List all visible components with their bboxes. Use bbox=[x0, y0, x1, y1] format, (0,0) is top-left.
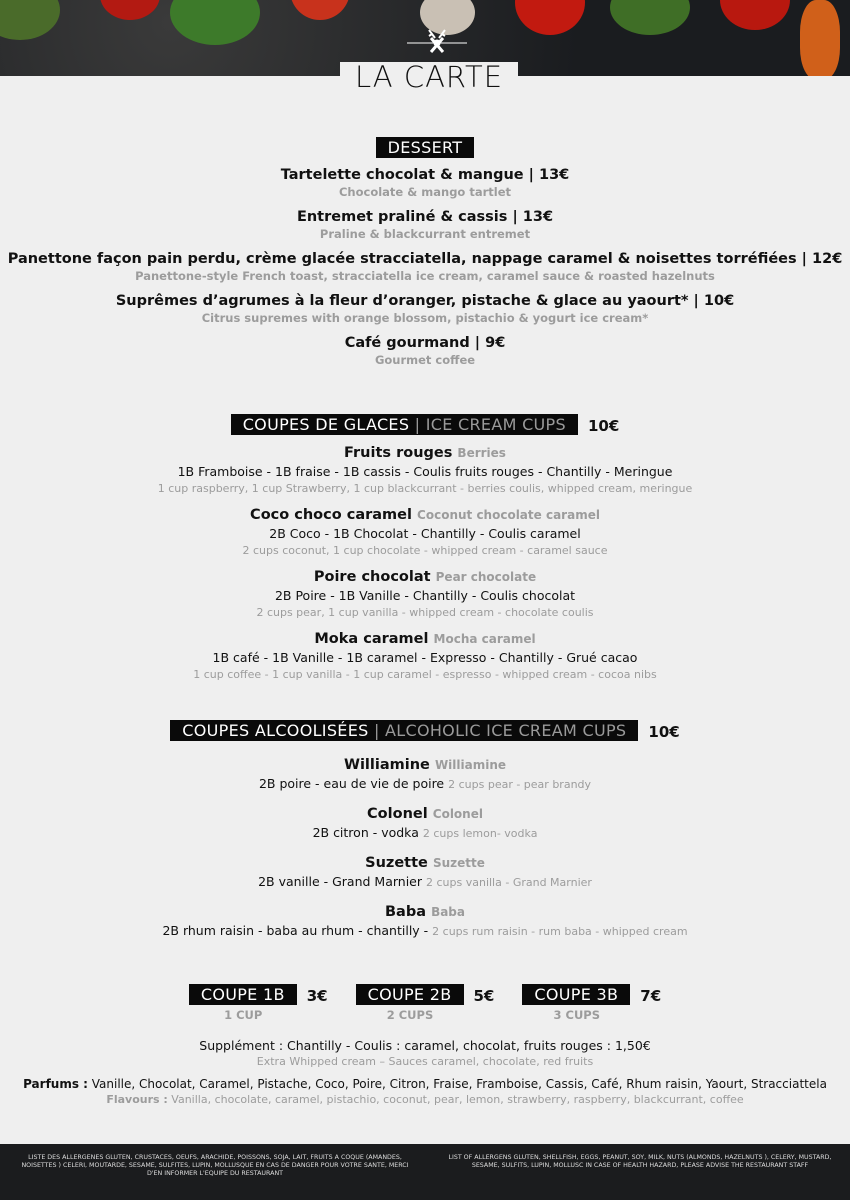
item-description: 2B Poire - 1B Vanille - Chantilly - Coulis chocolat bbox=[274, 588, 576, 603]
allergens-footer bbox=[0, 1144, 850, 1200]
item-description: 2B citron - vodka bbox=[312, 825, 419, 840]
menu-item bbox=[0, 292, 850, 326]
item-name: Colonel bbox=[367, 806, 428, 822]
item-name-en: Mocha caramel bbox=[433, 632, 536, 646]
item-description-en: 2 cups coconut, 1 cup chocolate - whipped cream - caramel sauce bbox=[242, 544, 608, 557]
item-description: 2B vanille - Grand Marnier bbox=[258, 874, 423, 889]
item-name: Suprêmes d’agrumes à la fleur d’oranger, pistache & glace au yaourt* | 10€ bbox=[115, 293, 735, 309]
section-price: 10€ bbox=[587, 416, 620, 435]
item-description-en: 2 cups pear, 1 cup vanilla - whipped cream - chocolate coulis bbox=[256, 606, 594, 619]
item-name: Baba bbox=[384, 904, 426, 920]
item-name: Coco choco caramel bbox=[250, 507, 412, 523]
item-name: Williamine bbox=[343, 757, 430, 773]
vegetable-decoration bbox=[0, 0, 60, 40]
supplement-text: Supplément : Chantilly - Coulis : caramel, chocolat, fruits rouges : 1,50€ bbox=[199, 1038, 651, 1053]
item-name-en: Berries bbox=[457, 446, 506, 460]
item-description-en: 1 cup raspberry, 1 cup Strawberry, 1 cup blackcurrant - berries coulis, whipped cream, meringue bbox=[157, 482, 693, 495]
item-name-en: Praline & blackcurrant entremet bbox=[319, 227, 531, 241]
item-name-en: Williamine bbox=[434, 758, 507, 772]
vegetable-decoration bbox=[170, 0, 260, 45]
item-name: Tartelette chocolat & mangue | 13€ bbox=[280, 167, 570, 183]
item-name: Fruits rouges bbox=[344, 445, 453, 461]
cup-size-2: COUPE 2B 5€ 2 CUPS bbox=[356, 984, 495, 1023]
cup-sizes bbox=[0, 984, 850, 1023]
item-description-en: 1 cup coffee - 1 cup vanilla - 1 cup caramel - espresso - whipped cream - cocoa nibs bbox=[193, 668, 657, 681]
item-name-en: Coconut chocolate caramel bbox=[417, 508, 600, 522]
item-name-en: Panettone-style French toast, stracciatella ice cream, caramel sauce & roasted hazelnuts bbox=[135, 269, 715, 283]
allergens-en: LIST OF ALLERGENS GLUTEN, SHELLFISH, EGGS, PEANUT, SOY, MILK, NUTS (ALMONDS, HAZELNUTS ), CELERY, MUSTARD, SESAME, SULFITS, LUPIN, MOLLUSC IN CASE OF HEALTH HAZARD, PLEASE ADVISE THE RESTAURANT STAFF bbox=[448, 1154, 832, 1169]
cup-size-3: COUPE 3B 7€ 3 CUPS bbox=[522, 984, 661, 1023]
vegetable-decoration bbox=[100, 0, 160, 20]
item-description-en: 2 cups lemon- vodka bbox=[422, 827, 538, 840]
item-name: Poire chocolat bbox=[313, 569, 431, 585]
item-description: 2B poire - eau de vie de poire bbox=[258, 776, 445, 791]
flavours-fr: Parfums : Vanille, Chocolat, Caramel, Pistache, Coco, Poire, Citron, Fraise, Framboise, Cassis, Café, Rhum raisin, Yaourt, Stracciattela bbox=[23, 1077, 827, 1091]
flavours-en: Flavours : Vanilla, chocolate, caramel, pistachio, coconut, pear, lemon, strawberry, raspberry, blackcurrant, coffee bbox=[106, 1093, 744, 1106]
item-description: 1B Framboise - 1B fraise - 1B cassis - Coulis fruits rouges - Chantilly - Meringue bbox=[177, 464, 673, 479]
item-name-en: Suzette bbox=[432, 856, 485, 870]
vegetable-decoration bbox=[610, 0, 690, 35]
stag-logo-icon bbox=[407, 26, 467, 54]
item-name: Café gourmand | 9€ bbox=[344, 335, 506, 351]
ice-cream-cups-heading: COUPES DE GLACES | ICE CREAM CUPS bbox=[231, 414, 578, 435]
menu-item bbox=[0, 208, 850, 242]
item-description-en: 2 cups vanilla - Grand Marnier bbox=[426, 876, 592, 889]
item-name-en: Baba bbox=[431, 905, 465, 919]
item-description: 2B Coco - 1B Chocolat - Chantilly - Coulis caramel bbox=[269, 526, 581, 541]
carrot-decoration bbox=[800, 0, 840, 76]
item-name: Entremet praliné & cassis | 13€ bbox=[296, 209, 554, 225]
menu-item bbox=[0, 166, 850, 200]
cup-size-1: COUPE 1B 3€ 1 CUP bbox=[189, 984, 328, 1023]
item-name-en: Colonel bbox=[432, 807, 483, 821]
alcoholic-cups-section bbox=[0, 720, 850, 952]
item-name-en: Citrus supremes with orange blossom, pistachio & yogurt ice cream* bbox=[201, 311, 649, 325]
menu-item bbox=[0, 903, 850, 941]
alcoholic-cups-heading: COUPES ALCOOLISÉES | ALCOHOLIC ICE CREAM CUPS bbox=[170, 720, 638, 741]
item-description: 2B rhum raisin - baba au rhum - chantilly - bbox=[162, 923, 429, 938]
vegetable-decoration bbox=[290, 0, 350, 20]
item-description-en: 2 cups pear - pear brandy bbox=[448, 778, 592, 791]
menu-item bbox=[0, 506, 850, 559]
extras-section bbox=[0, 1037, 850, 1106]
page-title: LA CARTE bbox=[354, 60, 504, 94]
item-description-en: 2 cups rum raisin - rum baba - whipped cream bbox=[432, 925, 688, 938]
menu-item bbox=[0, 250, 850, 284]
menu-item bbox=[0, 630, 850, 683]
menu-item bbox=[0, 756, 850, 794]
supplement-text-en: Extra Whipped cream – Sauces caramel, chocolate, red fruits bbox=[256, 1055, 594, 1068]
dessert-section bbox=[0, 137, 850, 376]
menu-item bbox=[0, 854, 850, 892]
item-name: Moka caramel bbox=[314, 631, 429, 647]
menu-item bbox=[0, 568, 850, 621]
menu-item bbox=[0, 444, 850, 497]
dessert-heading: DESSERT bbox=[376, 137, 475, 158]
item-name-en: Chocolate & mango tartlet bbox=[338, 185, 511, 199]
section-price: 10€ bbox=[648, 722, 680, 741]
vegetable-decoration bbox=[720, 0, 790, 30]
item-name-en: Gourmet coffee bbox=[374, 353, 476, 367]
ice-cream-cups-section bbox=[0, 414, 850, 692]
menu-item bbox=[0, 805, 850, 843]
tomato-decoration bbox=[515, 0, 585, 35]
item-name: Panettone façon pain perdu, crème glacée stracciatella, nappage caramel & noisettes torréfiées | 12€ bbox=[7, 251, 843, 267]
item-name: Suzette bbox=[365, 855, 428, 871]
item-description: 1B café - 1B Vanille - 1B caramel - Expresso - Chantilly - Grué cacao bbox=[212, 650, 638, 665]
item-name-en: Pear chocolate bbox=[435, 570, 537, 584]
allergens-fr: LISTE DES ALLERGENES GLUTEN, CRUSTACES, OEUFS, ARACHIDE, POISSONS, SOJA, LAIT, FRUITS A COQUE (AMANDES, NOISETTES ) CELERI, MOUTARDE, SESAME, SULFITES, LUPIN, MOLLUSQUE EN CAS DE DANGER POUR VOTRE SANTE, MERCI D'EN INFORMER L'EQUIPE DU RESTAURANT bbox=[21, 1154, 409, 1177]
menu-item bbox=[0, 334, 850, 368]
